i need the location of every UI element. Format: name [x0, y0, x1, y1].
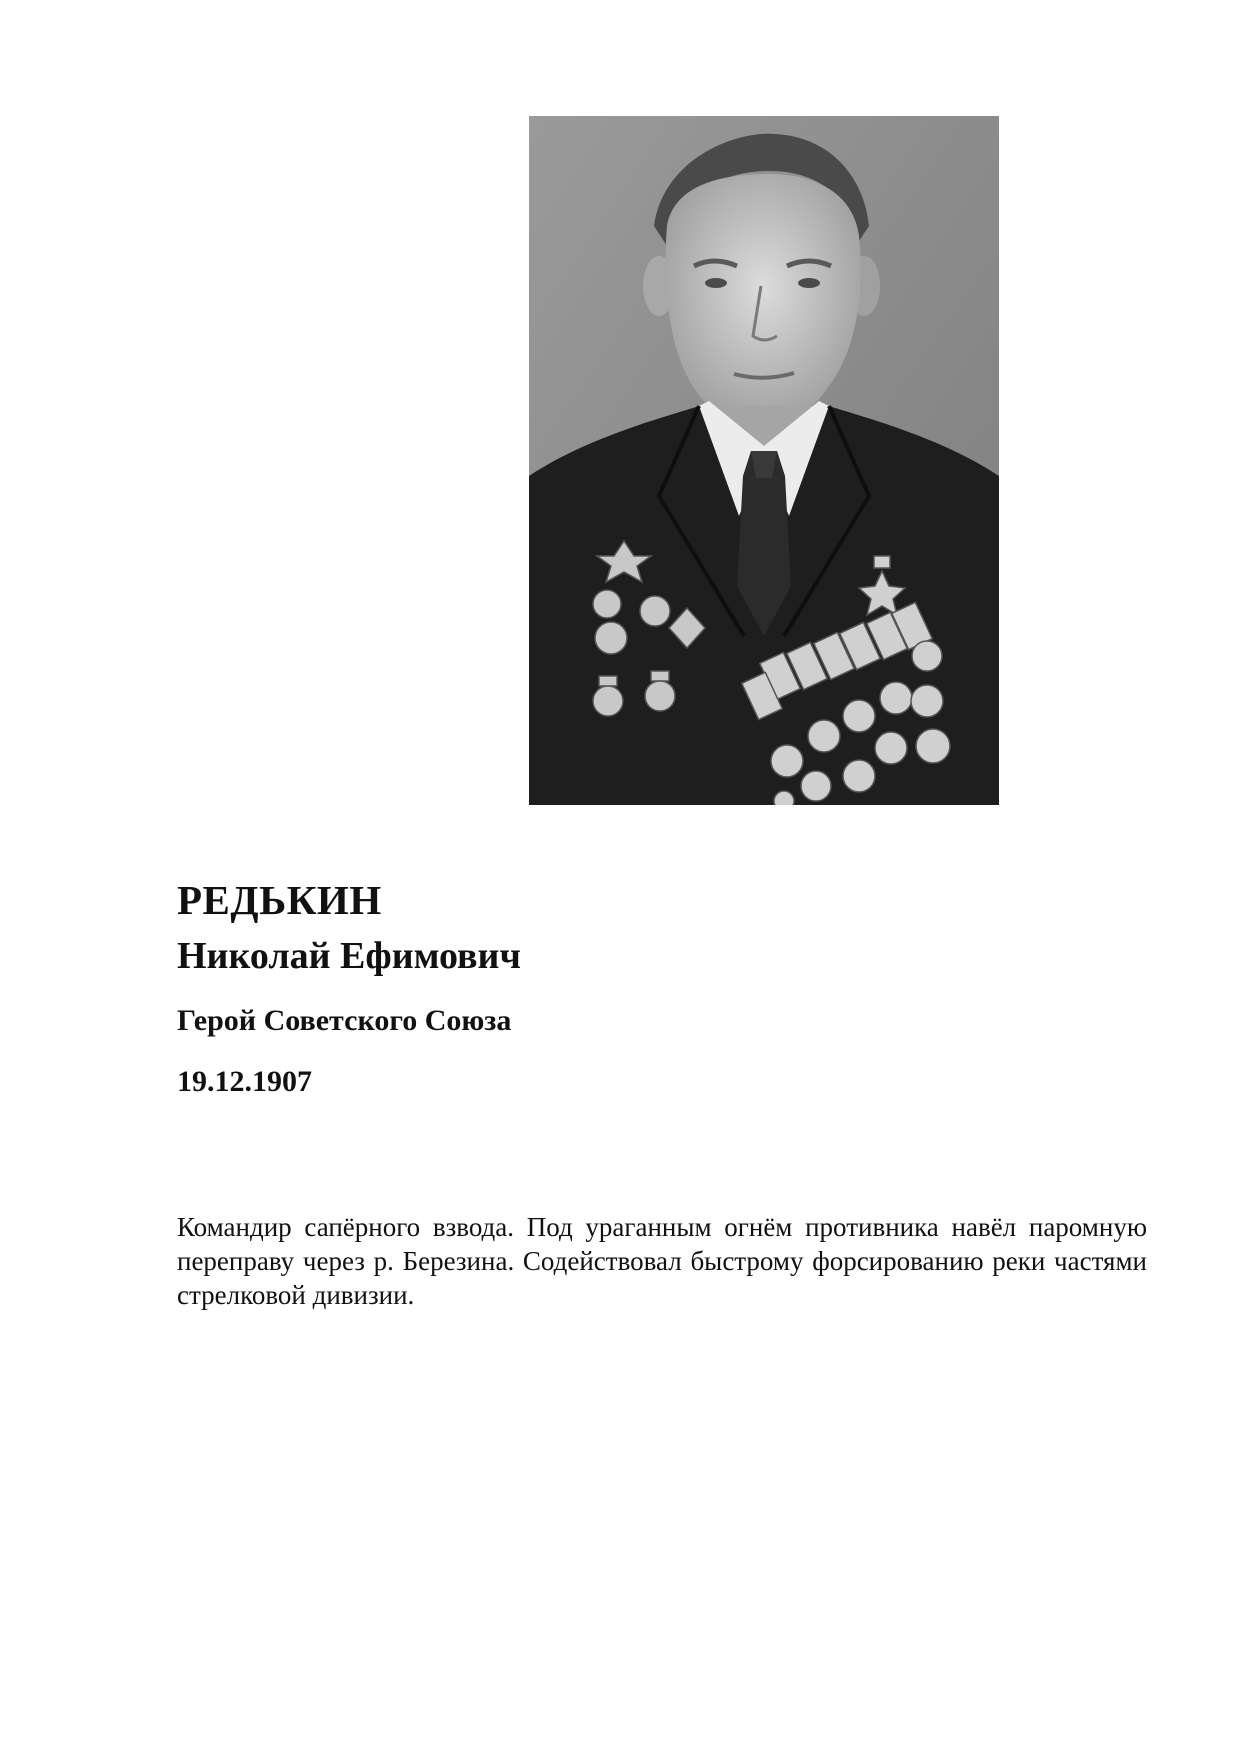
surname: РЕДЬКИН [177, 877, 382, 923]
portrait-photo [529, 116, 999, 805]
biography-paragraph: Командир сапёрного взвода. Под ураганным огнём противника навёл паромную переправу через р. Березина. Содействовал быстрому форсированию реки частями стрелковой дивизии. [177, 1212, 1147, 1310]
birth-date: 19.12.1907 [177, 1065, 312, 1098]
given-names: Николай Ефимович [177, 935, 521, 977]
hero-title: Герой Советского Союза [177, 1004, 512, 1037]
